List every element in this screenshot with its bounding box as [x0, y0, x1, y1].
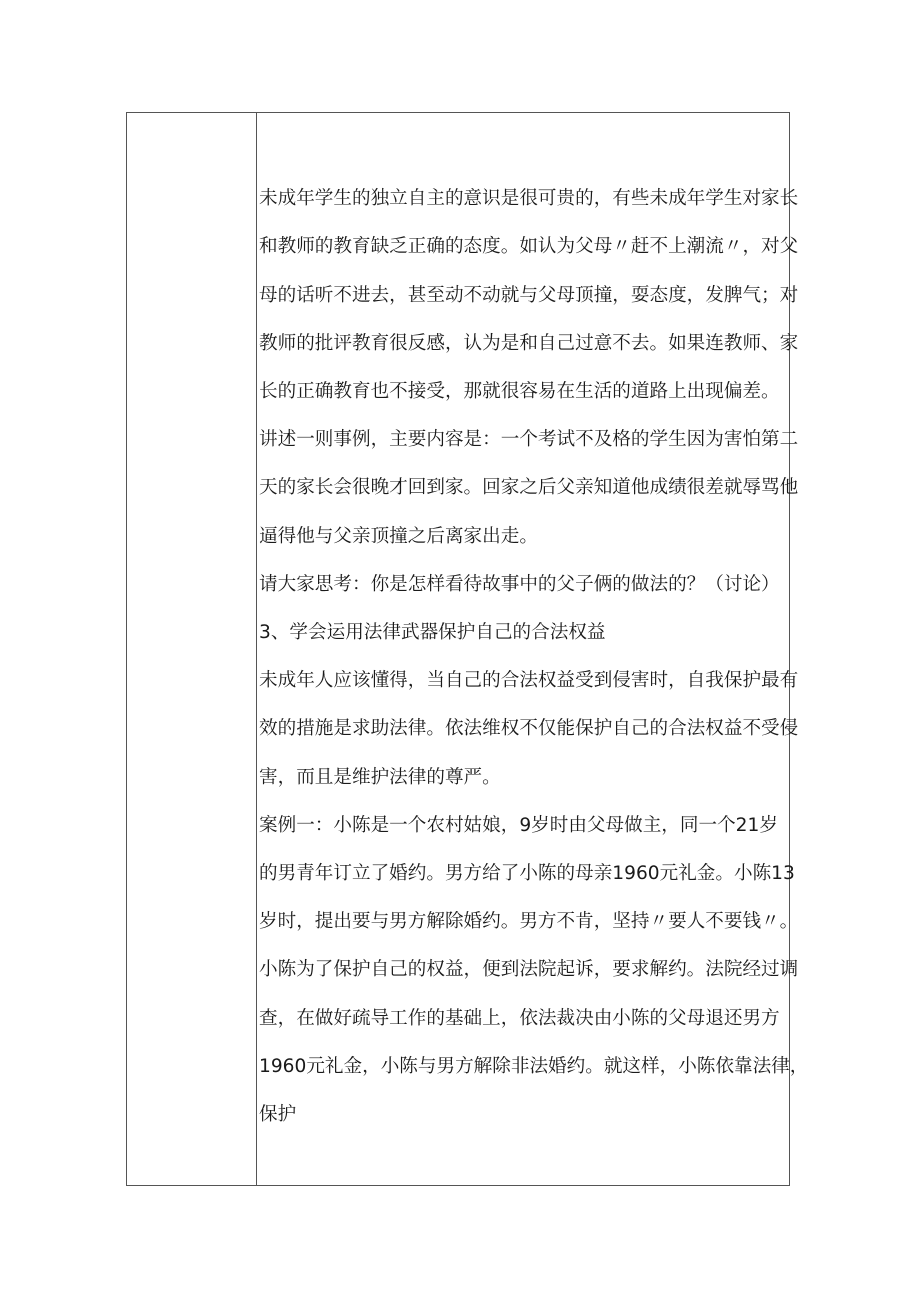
- left-column-cell: [127, 113, 257, 1185]
- document-table: [126, 112, 809, 1186]
- text-line: 教师的批评教育很反感，认为是和自己过意不去。如果连教师、家: [259, 333, 799, 354]
- text-line: 请大家思考：你是怎样看待故事中的父子俩的做法的？（讨论）: [259, 574, 780, 595]
- text-line: 保护: [259, 1104, 297, 1125]
- text-line: 讲述一则事例，主要内容是：一个考试不及格的学生因为害怕第二: [259, 429, 799, 450]
- text-line: 逼得他与父亲顶撞之后离家出走。: [259, 526, 538, 547]
- text-line: 母的话听不进去，甚至动不动就与父母顶撞，耍态度，发脾气；对: [259, 285, 799, 306]
- text-line: 查，在做好疏导工作的基础上，依法裁决由小陈的父母退还男方: [259, 1008, 780, 1029]
- text-line: 害，而且是维护法律的尊严。: [259, 767, 501, 788]
- text-line: 未成年人应该懂得，当自己的合法权益受到侵害时，自我保护最有: [259, 670, 799, 691]
- text-line: 1960元礼金，小陈与男方解除非法婚约。就这样，小陈依靠法律，: [259, 1056, 809, 1077]
- section-heading: 3、学会运用法律武器保护自己的合法权益: [259, 622, 606, 643]
- content-cell: [257, 113, 809, 1185]
- text-line: 小陈为了保护自己的权益，便到法院起诉，要求解约。法院经过调: [259, 959, 799, 980]
- text-line: 岁时，提出要与男方解除婚约。男方不肯，坚持〃要人不要钱〃。: [259, 911, 799, 932]
- text-line: 未成年学生的独立自主的意识是很可贵的，有些未成年学生对家长: [259, 188, 799, 209]
- text-line: 的男青年订立了婚约。男方给了小陈的母亲1960元礼金。小陈13: [259, 863, 795, 884]
- text-line: 案例一：小陈是一个农村姑娘，9岁时由父母做主，同一个21岁: [259, 815, 778, 836]
- text-line: 天的家长会很晚才回到家。回家之后父亲知道他成绩很差就辱骂他: [259, 477, 799, 498]
- text-line: 长的正确教育也不接受，那就很容易在生活的道路上出现偏差。: [259, 381, 780, 402]
- text-line: 效的措施是求助法律。依法维权不仅能保护自己的合法权益不受侵: [259, 718, 799, 739]
- text-line: 和教师的教育缺乏正确的态度。如认为父母〃赶不上潮流〃，对父: [259, 236, 799, 257]
